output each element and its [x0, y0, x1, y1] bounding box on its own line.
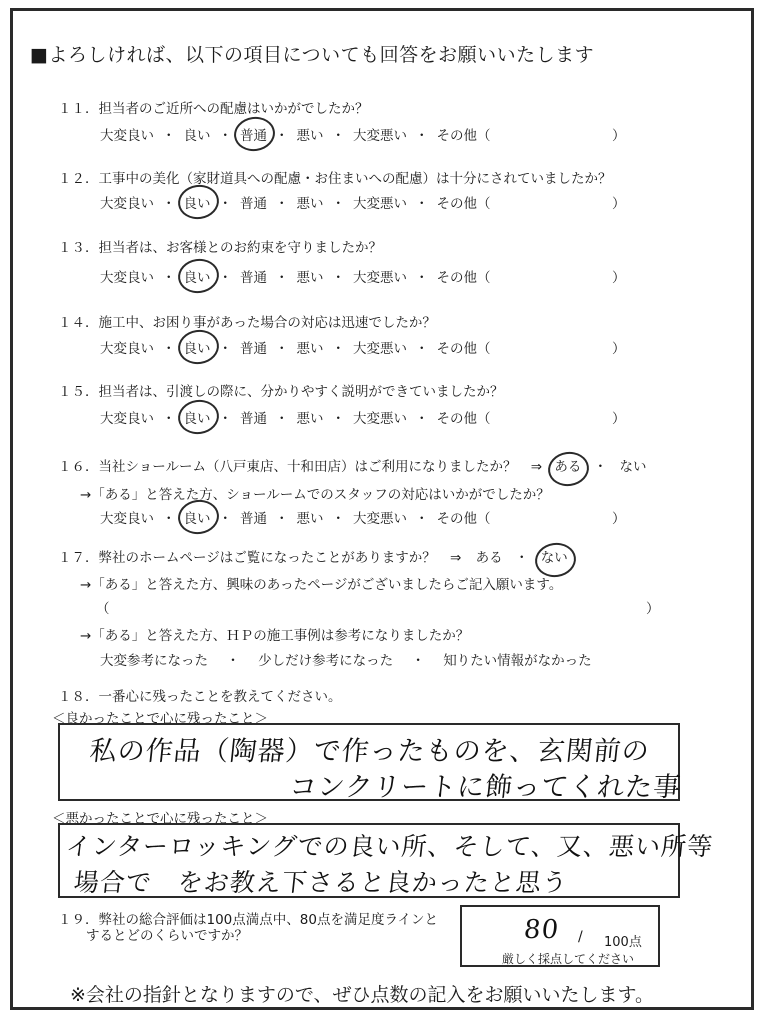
rating-option[interactable]: その他（ — [436, 270, 491, 286]
rating-option[interactable]: 大変良い — [100, 196, 154, 212]
question-12: １２．工事中の美化（家財道具への配慮・お住まいへの配慮）は十分にされていましたか？ — [58, 171, 612, 187]
rating-option[interactable]: 大変良い — [100, 411, 154, 427]
question-16-text: １６．当社ショールーム（八戸東店、十和田店）はご利用になりましたか？ — [58, 459, 517, 475]
rating-option[interactable]: 良い — [184, 407, 211, 427]
option-separator: ・ — [331, 196, 345, 212]
rating-option[interactable]: 良い — [184, 266, 211, 286]
q17-no[interactable]: ない — [540, 550, 568, 566]
close-paren-11: ） — [612, 128, 626, 144]
q17-close-paren: ） — [646, 601, 660, 617]
option-separator: ・ — [218, 196, 232, 212]
arrow-icon: ⇒ — [530, 459, 543, 475]
options-11 — [100, 124, 491, 144]
option-separator: ・ — [415, 511, 429, 527]
option-separator: ・ — [275, 196, 289, 212]
q17-followup-1: →「ある」と答えた方、興味のあったページがございましたらご記入願います。 — [80, 577, 563, 593]
rating-option[interactable]: 普通 — [240, 341, 267, 357]
score-slash: / — [578, 929, 583, 945]
bad-label: ＜悪かったことで心に残ったこと＞ — [52, 811, 268, 827]
close-paren-13: ） — [612, 270, 626, 286]
option-separator: ・ — [275, 128, 289, 144]
rating-option[interactable]: 良い — [183, 128, 211, 144]
rating-option[interactable]: 大変悪い — [353, 270, 407, 286]
question-18: １８．一番心に残ったことを教えてください。 — [58, 689, 342, 705]
option-separator: ・ — [331, 128, 345, 144]
good-answer-box[interactable] — [58, 723, 683, 803]
bad-answer-line-1: インターロッキングでの良い所、そして、又、悪い所等 — [64, 832, 715, 861]
option-separator: ・ — [331, 511, 345, 527]
option-separator: ・ — [331, 411, 345, 427]
question-16 — [58, 455, 646, 475]
rating-option[interactable]: 普通 — [240, 196, 267, 212]
rating-option[interactable]: その他（ — [436, 511, 491, 527]
good-label: ＜良かったことで心に残ったこと＞ — [52, 711, 268, 727]
rating-option[interactable]: 大変悪い — [353, 341, 407, 357]
footer-note: ※会社の指針となりますので、ぜひ点数の記入をお願いいたします。 — [70, 984, 655, 1006]
rating-option[interactable]: その他（ — [436, 196, 491, 212]
option-separator: ・ — [162, 128, 176, 144]
q16-no[interactable]: ない — [619, 459, 647, 475]
hp-option-little[interactable]: 少しだけ参考になった — [258, 653, 394, 669]
options-15 — [100, 407, 491, 427]
score-box[interactable] — [460, 905, 660, 967]
option-separator: ・ — [218, 341, 232, 357]
score-value: 80 — [522, 915, 561, 945]
option-separator: ・ — [275, 511, 289, 527]
close-paren-15: ） — [612, 411, 626, 427]
option-separator: ・ — [415, 196, 429, 212]
question-13: １３．担当者は、お客様とのお約束を守りましたか？ — [58, 240, 382, 256]
form-heading: ■よろしければ、以下の項目についても回答をお願いいたします — [30, 44, 595, 66]
rating-option[interactable]: 大変良い — [100, 128, 154, 144]
options-16 — [100, 507, 491, 527]
score-note: 厳しく採点してください — [502, 952, 635, 966]
rating-option[interactable]: 良い — [184, 507, 211, 527]
q17-dot: ・ — [514, 550, 529, 566]
option-separator: ・ — [415, 270, 429, 286]
option-separator: ・ — [275, 411, 289, 427]
rating-option[interactable]: 大変悪い — [353, 128, 407, 144]
rating-option[interactable]: 悪い — [296, 341, 324, 357]
option-separator: ・ — [162, 270, 176, 286]
question-11: １１．担当者のご近所への配慮はいかがでしたか？ — [58, 101, 369, 117]
rating-option[interactable]: 普通 — [240, 411, 267, 427]
option-separator: ・ — [331, 270, 345, 286]
option-separator: ・ — [218, 411, 232, 427]
question-14: １４．施工中、お困り事があった場合の対応は迅速でしたか？ — [58, 315, 436, 331]
option-separator: ・ — [415, 128, 429, 144]
q17-followup-2: →「ある」と答えた方、ＨＰの施工事例は参考になりましたか？ — [80, 628, 470, 644]
hp-option-none[interactable]: 知りたい情報がなかった — [443, 653, 592, 669]
bad-answer-box[interactable] — [58, 823, 715, 898]
arrow-icon: ⇒ — [450, 550, 462, 566]
good-answer-line-2: コンクリートに飾ってくれた事 — [288, 772, 683, 803]
rating-option[interactable]: 悪い — [296, 196, 324, 212]
option-separator: ・ — [162, 196, 176, 212]
close-paren-14: ） — [612, 341, 626, 357]
option-separator: ・ — [415, 341, 429, 357]
rating-option[interactable]: その他（ — [436, 341, 491, 357]
rating-option[interactable]: 悪い — [296, 411, 324, 427]
option-separator: ・ — [162, 341, 176, 357]
rating-option[interactable]: 良い — [184, 192, 211, 212]
score-max: 100点 — [604, 935, 642, 950]
rating-option[interactable]: 大変良い — [100, 270, 154, 286]
rating-option[interactable]: 悪い — [296, 128, 324, 144]
question-17-text: １７．弊社のホームページはご覧になったことがありますか？ — [58, 550, 436, 566]
question-19-line-2: するとどのくらいですか？ — [86, 928, 248, 944]
rating-option[interactable]: 普通 — [240, 511, 267, 527]
option-separator: ・ — [275, 270, 289, 286]
close-paren-16: ） — [612, 511, 626, 527]
rating-option[interactable]: 普通 — [240, 270, 267, 286]
options-13 — [100, 266, 491, 286]
close-paren-12: ） — [612, 196, 626, 212]
option-separator: ・ — [162, 411, 176, 427]
option-separator: ・ — [218, 270, 232, 286]
q17-yes[interactable]: ある — [475, 550, 503, 566]
q16-dot: ・ — [593, 459, 608, 475]
rating-option[interactable]: 大変良い — [100, 511, 154, 527]
q16-followup: →「ある」と答えた方、ショールームでのスタッフの対応はいかがでしたか？ — [80, 487, 550, 503]
rating-option[interactable]: 大変悪い — [353, 511, 407, 527]
bad-answer-line-2: 場合で をお教え下さると良かったと思う — [72, 868, 570, 897]
hp-option-very[interactable]: 大変参考になった — [100, 653, 208, 669]
question-17 — [58, 546, 568, 566]
question-19-line-1: １９．弊社の総合評価は100点満点中、80点を満足度ラインと — [58, 912, 439, 928]
options-12 — [100, 192, 491, 212]
rating-option[interactable]: 大変悪い — [353, 196, 407, 212]
rating-option[interactable]: その他（ — [436, 411, 491, 427]
option-separator: ・ — [162, 511, 176, 527]
option-separator: ・ — [331, 341, 345, 357]
rating-option[interactable]: 大変良い — [100, 341, 154, 357]
option-separator: ・ — [415, 411, 429, 427]
option-separator: ・ — [218, 511, 232, 527]
q16-yes[interactable]: ある — [554, 459, 582, 475]
q17-open-paren: （ — [96, 601, 110, 617]
rating-option[interactable]: 悪い — [296, 270, 324, 286]
question-15: １５．担当者は、引渡しの際に、分かりやすく説明ができていましたか？ — [58, 384, 504, 400]
good-answer-line-1: 私の作品（陶器）で作ったものを、玄関前の — [88, 736, 652, 767]
rating-option[interactable]: 普通 — [240, 124, 267, 144]
rating-option[interactable]: 大変悪い — [353, 411, 407, 427]
option-separator: ・ — [218, 128, 232, 144]
rating-option[interactable]: その他（ — [436, 128, 491, 144]
rating-option[interactable]: 良い — [184, 337, 211, 357]
options-14 — [100, 337, 491, 357]
option-separator: ・ — [275, 341, 289, 357]
q17-hp-options: 大変参考になった ・ 少しだけ参考になった ・ 知りたい情報がなかった — [100, 649, 592, 669]
rating-option[interactable]: 悪い — [296, 511, 324, 527]
